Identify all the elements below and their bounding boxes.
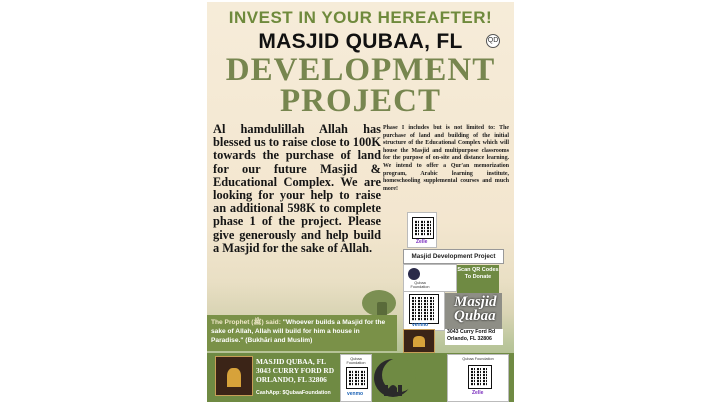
footer-address-street: 3043 CURRY FORD RD (256, 365, 335, 375)
project-title-line1: DEVELOPMENT (225, 52, 496, 88)
project-title-line2: PROJECT (279, 83, 441, 119)
venmo-footer-card (340, 354, 372, 402)
donation-panel-title: Masjid Development Project (403, 249, 504, 264)
qr-code (347, 368, 367, 388)
mosque-crescent-icon (369, 355, 417, 401)
masjid-interior-photo (403, 329, 435, 353)
qr-code (410, 295, 438, 323)
mihrab-shape (227, 368, 241, 387)
fundraising-poster (207, 2, 514, 402)
panel-address (445, 329, 503, 345)
qr-code (469, 366, 491, 388)
logo-mark: QD (486, 34, 500, 48)
foundation-logo-icon (408, 268, 420, 280)
zelle-qr-card (407, 212, 437, 248)
tree-trunk (377, 302, 387, 316)
zelle-footer-card (447, 354, 509, 402)
zelle-label: Zelle (416, 239, 428, 245)
scan-instructions: Scan QR Codes To Donate (457, 265, 499, 293)
phase-description: Phase I includes but is not limited to: The purchase of land and building of the initial structure of the Educational Complex which will house the Masjid and multipurpose classrooms for the purpose of on-site and distance learning. We intend to offer a Qur'an memorization program, Arabic learning institute, homeschooling supplemental courses and much more! (383, 125, 509, 192)
project-title (207, 52, 514, 119)
foundation-label: Qubaa Foundation (346, 357, 366, 366)
venmo-label: venmo (412, 322, 429, 328)
footer-address-name: MASJID QUBAA, FL (256, 357, 327, 366)
venmo-qr-card (403, 291, 445, 331)
zelle-label: Zelle (472, 390, 484, 396)
appeal-paragraph: Al hamdulillah Allah has blessed us to raise close to 100K towards the purchase of land for our future Masjid & Educational Complex. We are looking for your help to raise an additional 598K to complete phase 1 of the project. Please give generously and help build a Masjid for the sake of Allah. (213, 122, 381, 255)
hadith-banner (207, 315, 397, 351)
footer-address-city: ORLANDO, FL 32806 (256, 374, 327, 384)
footer-address (256, 358, 336, 384)
foundation-card (403, 264, 457, 292)
mihrab-shape (413, 336, 425, 347)
hadith-text: "Whoever builds a Masjid for the sake of Allah, Allah will build for him a house in Paradise." (Bukhāri and Muslim) (211, 319, 386, 344)
masjid-qubaa-logo: Masjid Qubaa (454, 294, 497, 324)
cashapp-handle: CashApp: $QubaaFoundation (256, 390, 331, 396)
qr-code (413, 218, 433, 238)
panel-street: 3043 Curry Ford Rd (447, 329, 496, 335)
masjid-entrance-photo (215, 356, 253, 396)
headline: INVEST IN YOUR HEREAFTER! (228, 8, 493, 27)
foundation-label: Qubaa Foundation (410, 281, 430, 290)
hadith-lead: The Prophet (ﷺ) said: (211, 319, 281, 326)
foundation-label: Qubaa Foundation (462, 357, 494, 361)
venmo-label: venmo (347, 391, 364, 397)
org-title: MASJID QUBAA, FL (258, 30, 463, 53)
panel-city: Orlando, FL 32806 (447, 336, 492, 342)
